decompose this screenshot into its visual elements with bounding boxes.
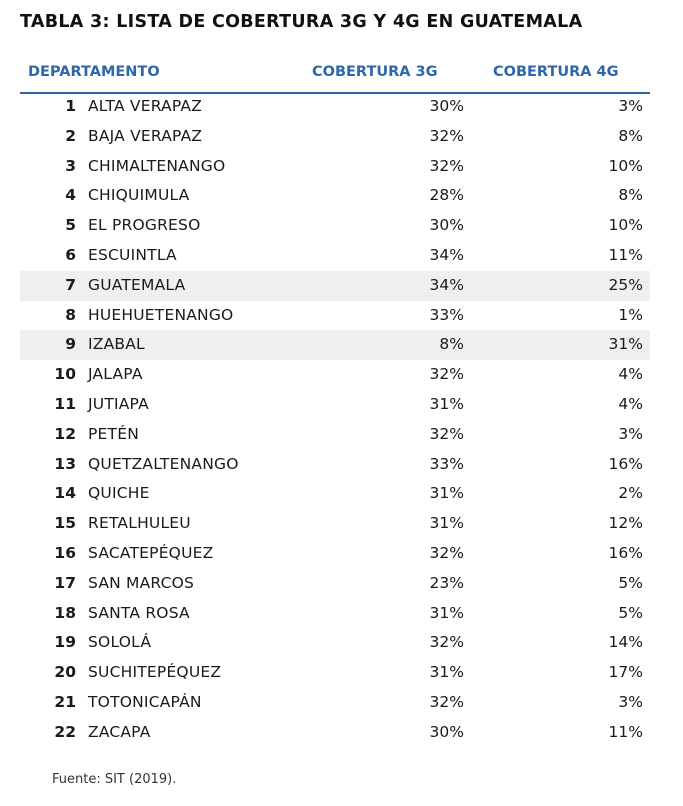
- table-row: [20, 181, 650, 211]
- header-departamento: DEPARTAMENTO: [28, 64, 160, 80]
- department-name: SANTA ROSA: [88, 603, 190, 622]
- header-cobertura-3g: COBERTURA 3G: [312, 64, 438, 80]
- coverage-3g-value: 31%: [429, 663, 464, 682]
- table-row: [20, 122, 650, 152]
- row-number: 7: [65, 275, 76, 294]
- row-number: 8: [65, 305, 76, 324]
- table-title: TABLA 3: LISTA DE COBERTURA 3G Y 4G EN GUATEMALA: [20, 12, 583, 32]
- row-number: 19: [54, 633, 76, 652]
- coverage-3g-value: 34%: [429, 275, 464, 294]
- table-row: [20, 360, 650, 390]
- coverage-4g-value: 8%: [618, 126, 643, 145]
- coverage-3g-value: 33%: [429, 305, 464, 324]
- department-name: PETÉN: [88, 424, 139, 443]
- table-row: [20, 569, 650, 599]
- coverage-4g-value: 16%: [608, 543, 643, 562]
- row-number: 22: [54, 722, 76, 741]
- coverage-3g-value: 31%: [429, 514, 464, 533]
- table-row: [20, 718, 650, 748]
- coverage-4g-value: 2%: [618, 484, 643, 503]
- row-number: 6: [65, 245, 76, 264]
- table-row: [20, 628, 650, 658]
- row-number: 3: [65, 156, 76, 175]
- table-body: [20, 92, 650, 748]
- table-row: [20, 301, 650, 331]
- row-number: 5: [65, 216, 76, 235]
- table-header: [20, 62, 650, 94]
- coverage-4g-value: 3%: [618, 692, 643, 711]
- coverage-4g-value: 17%: [608, 663, 643, 682]
- coverage-3g-value: 32%: [429, 126, 464, 145]
- coverage-4g-value: 14%: [608, 633, 643, 652]
- coverage-3g-value: 30%: [429, 216, 464, 235]
- department-name: ALTA VERAPAZ: [88, 97, 203, 115]
- department-name: TOTONICAPÁN: [88, 692, 202, 711]
- coverage-3g-value: 30%: [429, 97, 464, 115]
- row-number: 17: [54, 573, 76, 592]
- department-name: IZABAL: [88, 335, 145, 354]
- row-number: 10: [54, 365, 76, 384]
- coverage-3g-value: 23%: [429, 573, 464, 592]
- coverage-3g-value: 32%: [429, 633, 464, 652]
- coverage-3g-value: 33%: [429, 454, 464, 473]
- department-name: JUTIAPA: [88, 394, 149, 413]
- coverage-4g-value: 25%: [608, 275, 643, 294]
- table-row: [20, 152, 650, 182]
- coverage-4g-value: 11%: [608, 245, 643, 264]
- coverage-3g-value: 32%: [429, 543, 464, 562]
- coverage-4g-value: 16%: [608, 454, 643, 473]
- header-cobertura-4g: COBERTURA 4G: [493, 64, 619, 80]
- coverage-4g-value: 5%: [618, 573, 643, 592]
- department-name: JALAPA: [88, 365, 143, 384]
- coverage-4g-value: 12%: [608, 514, 643, 533]
- department-name: QUETZALTENANGO: [88, 454, 239, 473]
- coverage-4g-value: 31%: [608, 335, 643, 354]
- department-name: ZACAPA: [88, 722, 151, 741]
- row-number: 4: [65, 186, 76, 205]
- table-row: [20, 450, 650, 480]
- row-number: 20: [54, 663, 76, 682]
- table-row: [20, 479, 650, 509]
- coverage-3g-value: 30%: [429, 722, 464, 741]
- row-number: 14: [54, 484, 76, 503]
- table-row: [20, 271, 650, 301]
- department-name: SAN MARCOS: [88, 573, 195, 592]
- row-number: 11: [54, 394, 76, 413]
- row-number: 18: [54, 603, 76, 622]
- coverage-3g-value: 32%: [429, 692, 464, 711]
- coverage-4g-value: 5%: [618, 603, 643, 622]
- department-name: CHIQUIMULA: [88, 186, 190, 205]
- table-row: [20, 390, 650, 420]
- department-name: HUEHUETENANGO: [88, 305, 234, 324]
- coverage-3g-value: 8%: [439, 335, 464, 354]
- coverage-4g-value: 3%: [618, 424, 643, 443]
- department-name: RETALHULEU: [88, 514, 191, 533]
- department-name: SUCHITEPÉQUEZ: [88, 663, 222, 682]
- row-number: 2: [65, 126, 76, 145]
- row-number: 1: [65, 97, 76, 115]
- coverage-4g-value: 4%: [618, 394, 643, 413]
- coverage-4g-value: 10%: [608, 216, 643, 235]
- department-name: GUATEMALA: [88, 275, 186, 294]
- coverage-3g-value: 28%: [429, 186, 464, 205]
- table-row: [20, 241, 650, 271]
- coverage-3g-value: 31%: [429, 484, 464, 503]
- table-row: [20, 330, 650, 360]
- coverage-4g-value: 4%: [618, 365, 643, 384]
- department-name: EL PROGRESO: [88, 216, 201, 235]
- coverage-4g-value: 3%: [618, 97, 643, 115]
- department-name: QUICHE: [88, 484, 150, 503]
- row-number: 13: [54, 454, 76, 473]
- coverage-3g-value: 31%: [429, 603, 464, 622]
- row-number: 15: [54, 514, 76, 533]
- department-name: CHIMALTENANGO: [88, 156, 226, 175]
- table-row: [20, 92, 650, 122]
- department-name: SOLOLÁ: [88, 633, 152, 652]
- coverage-3g-value: 32%: [429, 156, 464, 175]
- table-row: [20, 688, 650, 718]
- coverage-3g-value: 34%: [429, 245, 464, 264]
- table-row: [20, 599, 650, 629]
- department-name: BAJA VERAPAZ: [88, 126, 203, 145]
- table-row: [20, 211, 650, 241]
- table-row: [20, 658, 650, 688]
- coverage-4g-value: 8%: [618, 186, 643, 205]
- table-row: [20, 539, 650, 569]
- row-number: 21: [54, 692, 76, 711]
- coverage-3g-value: 32%: [429, 365, 464, 384]
- coverage-4g-value: 10%: [608, 156, 643, 175]
- row-number: 12: [54, 424, 76, 443]
- table-row: [20, 420, 650, 450]
- department-name: SACATEPÉQUEZ: [88, 543, 214, 562]
- row-number: 16: [54, 543, 76, 562]
- table-row: [20, 509, 650, 539]
- coverage-4g-value: 11%: [608, 722, 643, 741]
- coverage-3g-value: 31%: [429, 394, 464, 413]
- source-note: Fuente: SIT (2019).: [52, 772, 177, 787]
- row-number: 9: [65, 335, 76, 354]
- coverage-4g-value: 1%: [618, 305, 643, 324]
- coverage-3g-value: 32%: [429, 424, 464, 443]
- department-name: ESCUINTLA: [88, 245, 177, 264]
